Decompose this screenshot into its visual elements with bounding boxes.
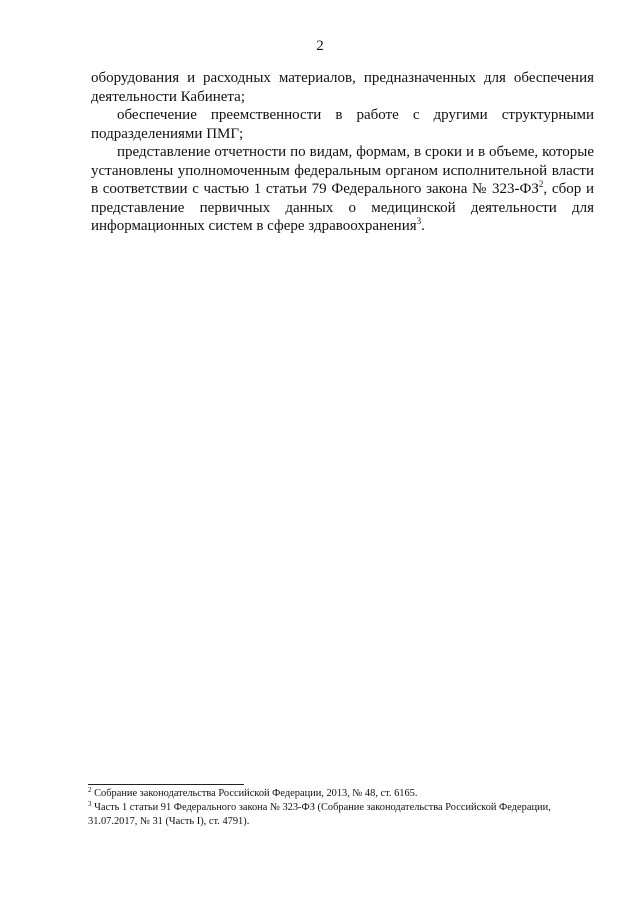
footnote-2 <box>88 787 588 801</box>
paragraph-reporting-text-middle: , сбор и представление первичных данных о медицинской деятельности для информационных систем в сфере здравоохранения <box>91 181 595 234</box>
footnote-ref-2: 2 <box>538 179 544 189</box>
footnote-3 <box>88 801 588 829</box>
page-number: 2 <box>316 38 324 54</box>
footnote-3-text: Часть 1 статьи 91 Федерального закона № 323-ФЗ (Собрание законодательства Российской Федерации, 31.07.2017, № 31 (Часть I), ст. 4791). <box>88 802 551 827</box>
footnotes <box>88 787 588 829</box>
footnote-marker-2: 2 <box>88 786 92 794</box>
body-text <box>91 69 594 236</box>
paragraph-reporting-text-before: представление отчетности по видам, формам, в сроки и в объеме, которые установлены уполномоченным федеральным органом исполнительной власти в соответствии с частью 1 статьи 79 Федерального закона № 323-ФЗ <box>91 144 594 197</box>
footnote-separator <box>88 784 244 785</box>
paragraph-equipment: оборудования и расходных материалов, предназначенных для обеспечения деятельности Кабинета; <box>91 70 594 105</box>
footnote-ref-3: 3 <box>416 216 422 226</box>
footnote-2-text: Собрание законодательства Российской Федерации, 2013, № 48, ст. 6165. <box>91 788 418 799</box>
paragraph-continuity: обеспечение преемственности в работе с другими структурными подразделениями ПМГ; <box>91 107 594 142</box>
paragraph-reporting-text-after: . <box>421 218 425 234</box>
paragraph-reporting <box>91 143 594 236</box>
footnote-marker-3: 3 <box>88 800 92 808</box>
